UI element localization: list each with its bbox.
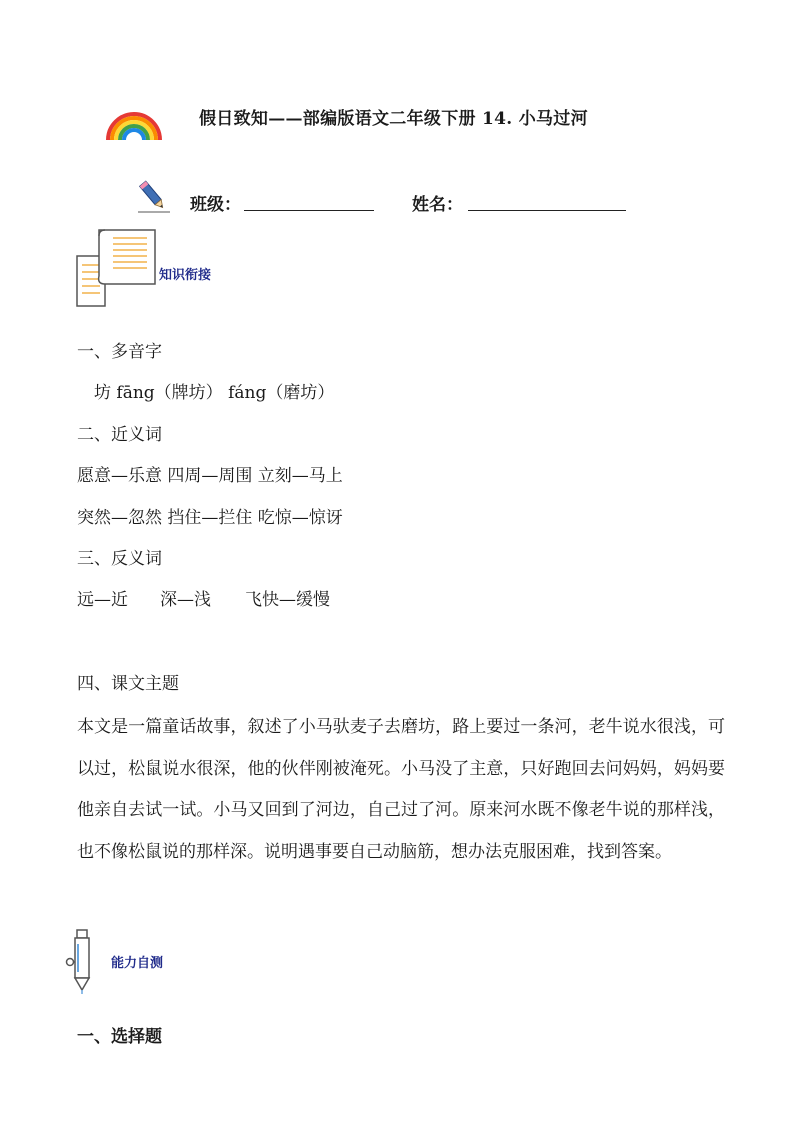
synonym-line: 突然—忽然 挡住—拦住 吃惊—惊讶 bbox=[77, 508, 343, 528]
synonym-line: 愿意—乐意 四周—周围 立刻—马上 bbox=[77, 466, 343, 486]
class-label: 班级： bbox=[190, 195, 241, 215]
choice-heading: 一、选择题 bbox=[77, 1027, 162, 1047]
antonym-item: 飞快—缓慢 bbox=[245, 590, 330, 610]
pencil-icon bbox=[136, 178, 170, 214]
name-label: 姓名： bbox=[412, 195, 463, 215]
class-field[interactable] bbox=[244, 210, 374, 211]
theme-heading: 四、课文主题 bbox=[77, 674, 179, 694]
knowledge-section-tag: 知识衔接 bbox=[159, 268, 212, 283]
theme-paragraph: 本文是一篇童话故事，叙述了小马驮麦子去磨坊，路上要过一条河，老牛说水很浅，可以过，松鼠说水很深，他的伙伴刚被淹死。小马没了主意，只好跑回去问妈妈，妈妈要他亲自去试一试。小马又回到了河边，自己过了河。原来河水既不像老牛说的那样浅，也不像松鼠说的那样深。说明遇事要自己动脑筋，想办法克服困难，找到答案。 bbox=[77, 717, 725, 862]
page-title: 假日致知——部编版语文二年级下册 14. 小马过河 bbox=[199, 109, 588, 129]
scroll-document-icon bbox=[75, 228, 157, 308]
synonym-heading: 二、近义词 bbox=[77, 425, 162, 445]
antonym-heading: 三、反义词 bbox=[77, 549, 162, 569]
polyphone-heading: 一、多音字 bbox=[77, 342, 162, 362]
pen-icon bbox=[64, 928, 98, 996]
ability-section-tag: 能力自测 bbox=[111, 956, 164, 971]
rainbow-icon bbox=[104, 108, 164, 140]
polyphone-line: 坊 fāng（牌坊） fáng（磨坊） bbox=[94, 383, 335, 403]
antonym-item: 远—近 bbox=[77, 590, 128, 610]
name-field[interactable] bbox=[468, 210, 626, 211]
antonym-item: 深—浅 bbox=[160, 590, 211, 610]
